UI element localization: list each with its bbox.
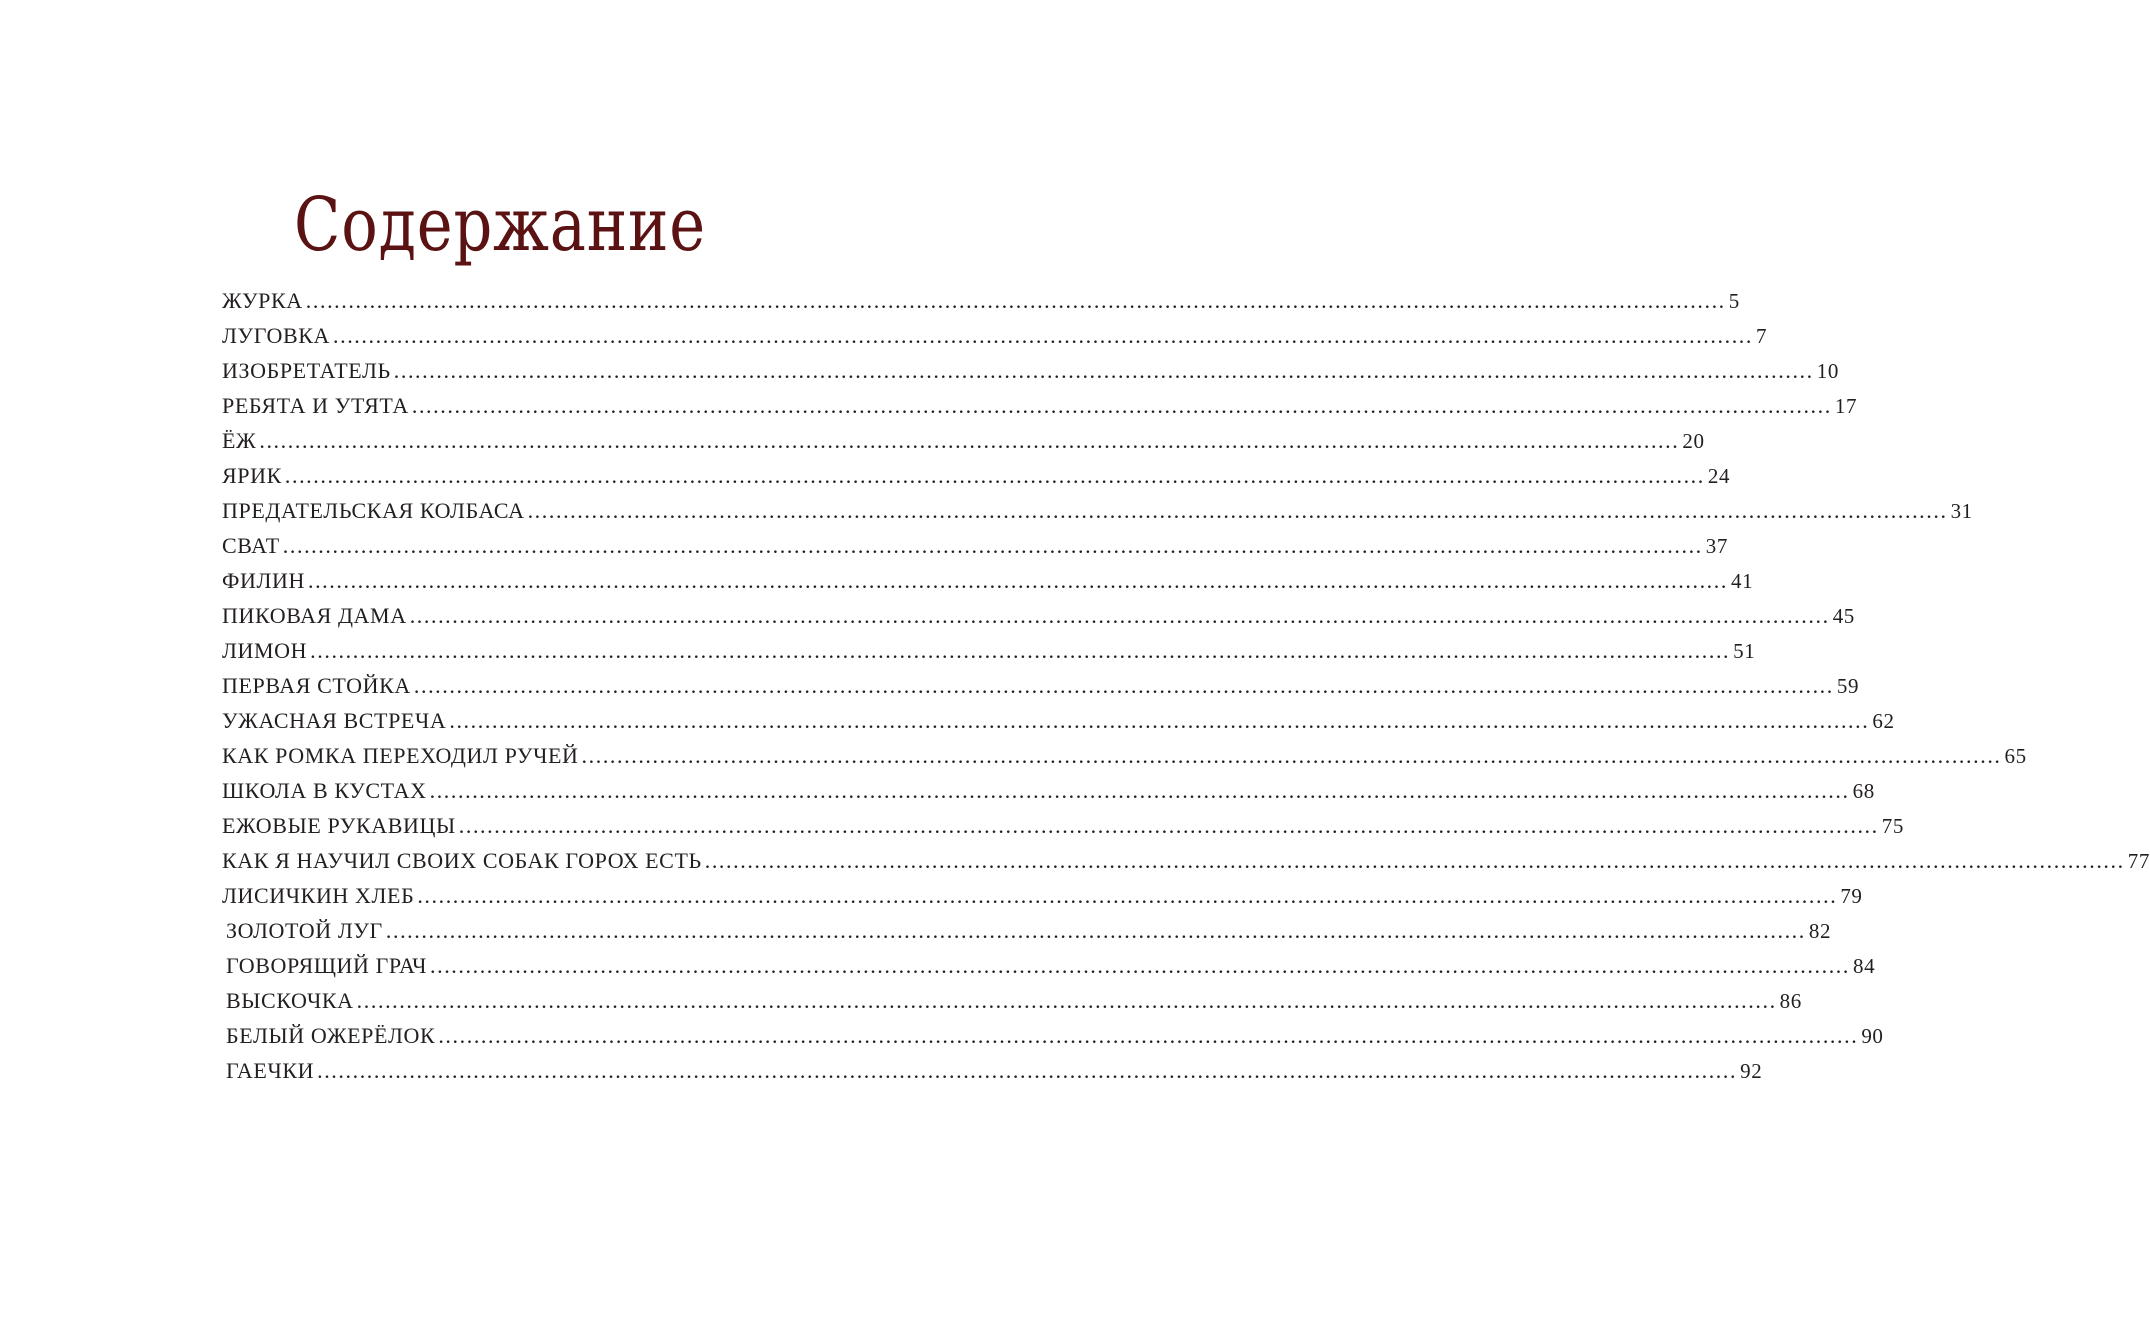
- toc-leader-dots: ........................................................................................................................................................................................................: [259, 428, 1680, 453]
- toc-entry-title: РЕБЯТА И УТЯТА: [222, 393, 409, 418]
- toc-entry: [222, 1018, 1884, 1053]
- toc-entry-page: 41: [1730, 569, 1754, 593]
- toc-leader-dots: ........................................................................................................................................................................................................: [417, 883, 1838, 908]
- toc-entry: [222, 493, 1973, 528]
- toc-entry-title: ЕЖОВЫЕ РУКАВИЦЫ: [222, 813, 456, 838]
- toc-leader-dots: ........................................................................................................................................................................................................: [429, 778, 1850, 803]
- toc-leader-dots: ........................................................................................................................................................................................................: [527, 498, 1948, 523]
- toc-entry-title: КАК РОМКА ПЕРЕХОДИЛ РУЧЕЙ: [222, 743, 579, 768]
- toc-entry-page: 37: [1705, 534, 1728, 558]
- toc-leader-dots: ........................................................................................................................................................................................................: [310, 638, 1731, 663]
- toc-entry-page: 75: [1881, 814, 1904, 838]
- toc-entry-page: 24: [1707, 464, 1731, 488]
- toc-entry-title: ИЗОБРЕТАТЕЛЬ: [222, 358, 391, 383]
- toc-entry-page: 45: [1832, 604, 1855, 628]
- toc-entry: [222, 843, 2150, 878]
- toc-entry-title: ГОВОРЯЩИЙ ГРАЧ: [226, 953, 427, 978]
- toc-entry-page: 10: [1816, 359, 1839, 383]
- toc-leader-dots: ........................................................................................................................................................................................................: [449, 708, 1870, 733]
- toc-entry-title: ЖУРКА: [222, 288, 303, 313]
- toc-leader-dots: ........................................................................................................................................................................................................: [356, 988, 1777, 1013]
- toc-entry-title: СВАТ: [222, 533, 280, 558]
- toc-entry: [222, 283, 1740, 318]
- toc-entry-page: 86: [1779, 989, 1802, 1013]
- page-title: Содержание: [293, 182, 707, 268]
- toc-entry-page: 5: [1728, 289, 1740, 313]
- toc-entry-title: ЗОЛОТОЙ ЛУГ: [226, 918, 383, 943]
- toc-leader-dots: ........................................................................................................................................................................................................: [413, 673, 1834, 698]
- toc-leader-dots: ........................................................................................................................................................................................................: [411, 393, 1832, 418]
- toc-entry: [222, 318, 1768, 353]
- toc-entry: [222, 1053, 1763, 1088]
- toc-leader-dots: ........................................................................................................................................................................................................: [385, 918, 1806, 943]
- toc-entry-title: ЯРИК: [222, 463, 282, 488]
- toc-entry: [222, 423, 1705, 458]
- toc-entry: [222, 738, 2027, 773]
- toc-entry: [222, 388, 1858, 423]
- toc-entry-title: ВЫСКОЧКА: [226, 988, 354, 1013]
- toc-leader-dots: ........................................................................................................................................................................................................: [317, 1058, 1738, 1083]
- toc-entry-title: ГАЕЧКИ: [226, 1058, 315, 1083]
- toc-entry: [222, 703, 1895, 738]
- toc-entry-page: 51: [1733, 639, 1756, 663]
- toc-entry: [222, 598, 1855, 633]
- toc-entry-page: 20: [1682, 429, 1705, 453]
- toc-entry-page: 17: [1834, 394, 1858, 418]
- toc-entry: [222, 878, 1863, 913]
- toc-entry-title: КАК Я НАУЧИЛ СВОИХ СОБАК ГОРОХ ЕСТЬ: [222, 848, 702, 873]
- toc-entry: [222, 563, 1754, 598]
- toc-leader-dots: ........................................................................................................................................................................................................: [581, 743, 2002, 768]
- toc-entry-title: ЛИСИЧКИН ХЛЕБ: [222, 883, 415, 908]
- table-of-contents: [222, 283, 2150, 1088]
- toc-entry-title: ПЕРВАЯ СТОЙКА: [222, 673, 411, 698]
- toc-leader-dots: ........................................................................................................................................................................................................: [307, 568, 1728, 593]
- toc-leader-dots: ........................................................................................................................................................................................................: [333, 323, 1753, 348]
- toc-leader-dots: ........................................................................................................................................................................................................: [430, 953, 1850, 978]
- toc-entry-title: ЛИМОН: [222, 638, 308, 663]
- toc-entry-title: ПИКОВАЯ ДАМА: [222, 603, 407, 628]
- toc-entry-page: 62: [1872, 709, 1895, 733]
- toc-entry-page: 7: [1756, 324, 1768, 348]
- toc-entry-title: ПРЕДАТЕЛЬСКАЯ КОЛБАСА: [222, 498, 525, 523]
- toc-entry-page: 77: [2127, 849, 2150, 873]
- toc-entry-page: 84: [1853, 954, 1876, 978]
- toc-entry-title: ЛУГОВКА: [222, 323, 330, 348]
- toc-leader-dots: ........................................................................................................................................................................................................: [282, 533, 1703, 558]
- toc-leader-dots: ........................................................................................................................................................................................................: [438, 1023, 1859, 1048]
- toc-entry: [222, 353, 1839, 388]
- toc-entry: [222, 458, 1731, 493]
- toc-leader-dots: ........................................................................................................................................................................................................: [284, 463, 1705, 488]
- toc-leader-dots: ........................................................................................................................................................................................................: [393, 358, 1814, 383]
- toc-entry-page: 68: [1852, 779, 1875, 803]
- toc-entry: [222, 668, 1860, 703]
- toc-leader-dots: ........................................................................................................................................................................................................: [305, 288, 1726, 313]
- toc-entry: [222, 528, 1728, 563]
- toc-entry-page: 59: [1836, 674, 1860, 698]
- toc-entry-page: 82: [1808, 919, 1832, 943]
- toc-entry-page: 31: [1950, 499, 1973, 523]
- toc-entry: [222, 808, 1904, 843]
- toc-entry-page: 92: [1740, 1059, 1763, 1083]
- toc-entry-title: ФИЛИН: [222, 568, 305, 593]
- toc-entry: [222, 633, 1756, 668]
- toc-entry-page: 65: [2004, 744, 2027, 768]
- toc-leader-dots: ........................................................................................................................................................................................................: [409, 603, 1830, 628]
- toc-entry: [222, 948, 1876, 983]
- toc-entry-title: БЕЛЫЙ ОЖЕРЁЛОК: [226, 1023, 436, 1048]
- toc-entry-page: 90: [1861, 1024, 1884, 1048]
- toc-entry: [222, 773, 1875, 808]
- toc-entry: [222, 983, 1802, 1018]
- toc-entry-title: ШКОЛА В КУСТАХ: [222, 778, 427, 803]
- toc-leader-dots: ........................................................................................................................................................................................................: [704, 848, 2125, 873]
- toc-entry-title: УЖАСНАЯ ВСТРЕЧА: [222, 708, 447, 733]
- toc-entry: [222, 913, 1832, 948]
- toc-leader-dots: ........................................................................................................................................................................................................: [458, 813, 1879, 838]
- toc-entry-page: 79: [1840, 884, 1863, 908]
- toc-entry-title: ЁЖ: [222, 428, 257, 453]
